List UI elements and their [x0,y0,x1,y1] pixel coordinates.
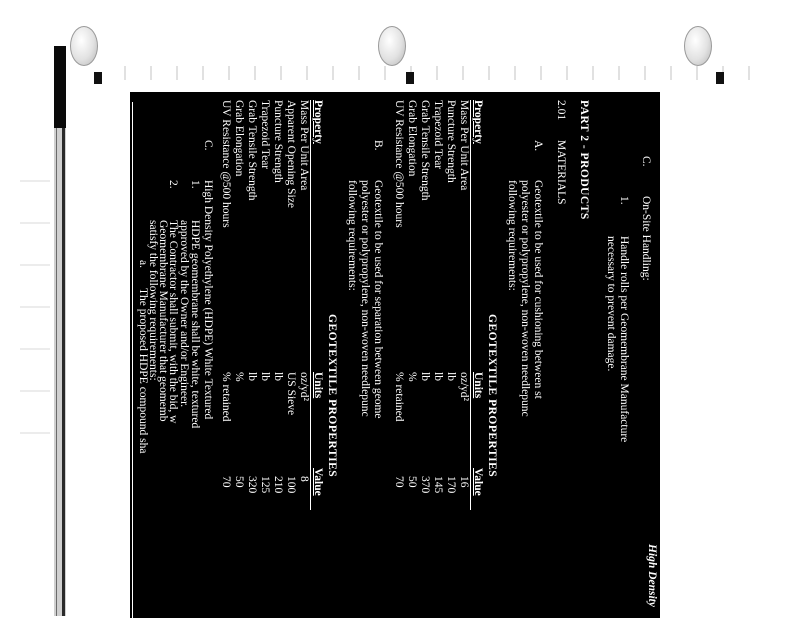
section-c-item-line-1: Handle rolls per Geomembrane Manufacture [618,236,630,443]
table-2-row-value: 50 [233,476,245,488]
table-row-unit: lb [445,372,457,381]
table-header-units: Units [472,372,484,399]
document-header-title: High Density [646,544,658,607]
table-2-header-property: Property [312,100,324,144]
table-row-property: Mass Per Unit Area [458,100,470,191]
materials-title: MATERIALS [555,140,567,205]
table-row-property: Grab Tensile Strength [419,100,431,201]
scan-tab-mark [406,72,414,84]
item-c-sub1-line-1: HDPE geomembrane shall be white, textured [189,220,201,429]
table-2-row-property: Trapezoid Tear [259,100,271,170]
item-b-line-3: following requirements: [346,180,358,291]
item-b-line-1: Geotextile to be used for separation between geome [372,180,384,419]
item-a-line-3: following requirements: [506,180,518,291]
geotextile-table-2-heading: GEOTEXTILE PROPERTIES [326,314,338,478]
table-2-row-value: 320 [246,476,258,494]
part-2-title: PART 2 - PRODUCTS [578,100,590,220]
table-row-unit: % [406,372,418,382]
scan-ruler-marks [110,66,760,80]
table-2-row-unit: oz/yd² [298,372,310,401]
table-row-unit: lb [432,372,444,381]
table-row-unit: % retained [393,372,405,422]
table-row-unit: oz/yd² [458,372,470,401]
table-2-row-property: Grab Elongation [233,100,245,177]
section-c-title: On-Site Handling: [640,196,652,281]
item-a-line-1: Geotextile to be used for cushioning between st [532,180,544,399]
table-2-row-property: Apparent Opening Size [285,100,297,208]
table-2-row-property: Puncture Strength [272,100,284,183]
document-body [115,92,660,618]
section-c-item-line-2: necessary to prevent damage. [605,236,617,372]
table-row-value: 70 [393,476,405,488]
item-c-sub2-number: 2. [167,180,179,189]
table-2-row-unit: lb [246,372,258,381]
footer-section-number: Section 02600-7 [115,518,127,594]
table-row-property: UV Resistance @500 hours [393,100,405,228]
table-header-property: Property [472,100,484,144]
table-row-property: Grab Elongation [406,100,418,177]
table-row-value: 170 [445,476,457,494]
item-c-sub2-line-1: The Contractor shall submit, with the bid, w [167,220,179,424]
table-row-value: 145 [432,476,444,494]
item-a-line-2: polyester or polypropylene, non-woven needlepunc [519,180,531,417]
item-c-sub2-line-2: Geomembrane Manufacturer that geomemb [157,220,169,422]
table-2-row-value: 210 [272,476,284,494]
table-2-row-property: Grab Tensile Strength [246,100,258,201]
table-2-row-unit: lb [272,372,284,381]
table-2-row-value: 8 [298,476,310,482]
table-row-property: Puncture Strength [445,100,457,183]
rotated-page-content [115,92,660,618]
binder-hole-center [378,26,406,66]
table-2-row-unit: % [233,372,245,382]
table-header-rule [470,100,471,510]
item-b-line-2: polyester or polypropylene, non-woven needlepunc [359,180,371,417]
table-2-row-property: UV Resistance @500 hours [220,100,232,228]
binding-line-thin [56,128,57,616]
binder-hole-right [684,26,712,66]
item-c-letter: C. [202,140,214,151]
table-row-unit: lb [419,372,431,381]
item-c-sub2-line-3: satisfy the following requirements: [147,220,159,381]
table-row-value: 370 [419,476,431,494]
footer-rule [132,102,133,618]
table-header-value: Value [472,468,484,496]
table-row-value: 50 [406,476,418,488]
table-2-row-unit: US Sieve [285,372,297,416]
section-c-letter: C. [640,156,652,167]
binding-shadow [54,46,66,128]
item-c-sub1-number: 1. [189,180,201,189]
binder-hole-left [70,26,98,66]
item-a-letter: A. [532,140,544,152]
table-row-property: Trapezoid Tear [432,100,444,170]
scan-noise [20,140,50,460]
footer-left-text: 2113 MWG - Ash Sluge Basin Liner Replacement Specifications [115,102,127,402]
binding-line [62,128,65,616]
table-2-header-value: Value [312,468,324,496]
table-2-row-value: 100 [285,476,297,494]
scan-tab-mark [716,72,724,84]
item-c-sub-a-letter: a. [137,260,149,268]
item-c-sub1-line-2: approved by the Owner and/or Engineer. [178,220,190,408]
section-c-item-number: 1. [618,196,630,205]
table-row-value: 16 [458,476,470,488]
document-page [115,92,660,618]
table-2-row-unit: lb [259,372,271,381]
scan-tab-mark [94,72,102,84]
table-2-row-value: 70 [220,476,232,488]
table-2-row-unit: % retained [220,372,232,422]
table-2-row-value: 125 [259,476,271,494]
item-b-letter: B. [372,140,384,151]
geotextile-table-heading: GEOTEXTILE PROPERTIES [486,314,498,478]
table-2-row-property: Mass Per Unit Area [298,100,310,191]
materials-number: 2.01 [555,100,567,121]
table-2-header-rule [310,100,311,510]
table-2-header-units: Units [312,372,324,399]
item-c-title: High Density Polyethylene (HDPE) White Textured [202,180,214,420]
item-c-sub-a-line-1: The proposed HDPE compound sha [137,288,149,454]
